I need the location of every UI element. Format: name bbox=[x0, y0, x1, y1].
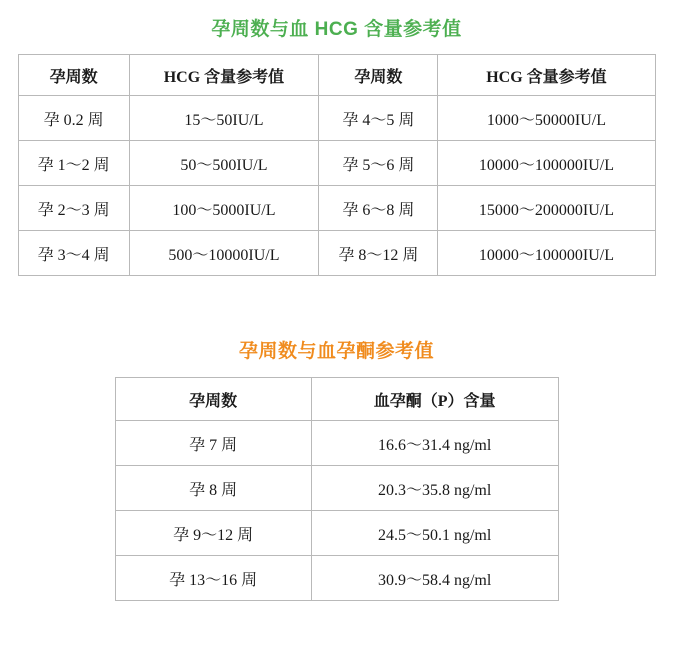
hcg-table-title: 孕周数与血 HCG 含量参考值 bbox=[211, 19, 462, 40]
cell-hcg-2: 10000～100000IU/L bbox=[438, 141, 655, 186]
cell-weeks-2: 孕 6～8 周 bbox=[319, 186, 438, 231]
cell-hcg-2: 1000～50000IU/L bbox=[438, 96, 655, 141]
cell-weeks-2: 孕 4～5 周 bbox=[319, 96, 438, 141]
table-row bbox=[115, 556, 558, 601]
table-header-row bbox=[18, 55, 655, 96]
cell-weeks-1: 孕 3～4 周 bbox=[18, 231, 129, 276]
cell-progesterone: 20.3～35.8 ng/ml bbox=[311, 466, 558, 511]
document-page bbox=[0, 14, 673, 647]
cell-weeks-2: 孕 8～12 周 bbox=[319, 231, 438, 276]
cell-weeks: 孕 7 周 bbox=[115, 421, 311, 466]
column-header-weeks-2: 孕周数 bbox=[319, 55, 438, 96]
cell-weeks: 孕 9～12 周 bbox=[115, 511, 311, 556]
cell-weeks-1: 孕 0.2 周 bbox=[18, 96, 129, 141]
cell-progesterone: 24.5～50.1 ng/ml bbox=[311, 511, 558, 556]
cell-hcg-1: 50～500IU/L bbox=[129, 141, 319, 186]
cell-progesterone: 30.9～58.4 ng/ml bbox=[311, 556, 558, 601]
cell-weeks: 孕 13～16 周 bbox=[115, 556, 311, 601]
table-row bbox=[18, 186, 655, 231]
column-header-hcg-1: HCG 含量参考值 bbox=[129, 55, 319, 96]
cell-hcg-1: 15～50IU/L bbox=[129, 96, 319, 141]
cell-hcg-2: 10000～100000IU/L bbox=[438, 231, 655, 276]
cell-hcg-1: 500～10000IU/L bbox=[129, 231, 319, 276]
table-row bbox=[18, 231, 655, 276]
column-header-progesterone: 血孕酮（P）含量 bbox=[311, 378, 558, 421]
cell-weeks-1: 孕 1～2 周 bbox=[18, 141, 129, 186]
table-row bbox=[115, 421, 558, 466]
progesterone-table-title: 孕周数与血孕酮参考值 bbox=[238, 341, 434, 362]
cell-weeks: 孕 8 周 bbox=[115, 466, 311, 511]
cell-hcg-1: 100～5000IU/L bbox=[129, 186, 319, 231]
cell-progesterone: 16.6～31.4 ng/ml bbox=[311, 421, 558, 466]
table-header-row bbox=[115, 378, 558, 421]
cell-weeks-1: 孕 2～3 周 bbox=[18, 186, 129, 231]
table-row bbox=[115, 511, 558, 556]
column-header-weeks: 孕周数 bbox=[115, 378, 311, 421]
column-header-weeks-1: 孕周数 bbox=[18, 55, 129, 96]
column-header-hcg-2: HCG 含量参考值 bbox=[438, 55, 655, 96]
table-row bbox=[18, 96, 655, 141]
cell-hcg-2: 15000～200000IU/L bbox=[438, 186, 655, 231]
progesterone-reference-table bbox=[115, 377, 559, 601]
hcg-reference-table bbox=[18, 54, 656, 276]
section-spacer bbox=[0, 276, 673, 336]
cell-weeks-2: 孕 5～6 周 bbox=[319, 141, 438, 186]
table-row bbox=[18, 141, 655, 186]
table-row bbox=[115, 466, 558, 511]
